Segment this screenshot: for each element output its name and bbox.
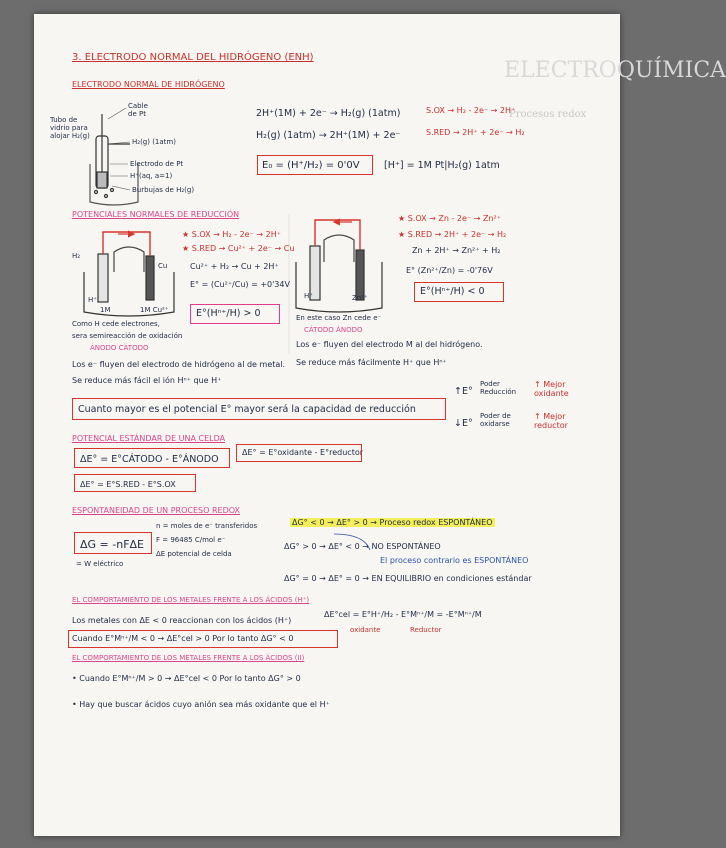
cell-formula-1: ΔE° = E°CÁTODO - E°ÁNODO — [80, 454, 219, 465]
acids-title-2: EL COMPORTAMIENTO DE LOS METALES FRENTE A LOS ÁCIDOS (II) — [72, 654, 305, 662]
gibbs-unit: = W eléctrico — [76, 560, 124, 568]
rule-result: ↑ Mejor oxidante — [534, 380, 569, 398]
subsection-title: ELECTRODO NORMAL DE HIDRÓGENO — [72, 80, 225, 89]
right-cell-line: ★ S.OX → Zn - 2e⁻ → Zn²⁺ — [398, 214, 501, 223]
bullet-left-2: Se reduce más fácil el ión Hⁿ⁺ que H⁺ — [72, 376, 222, 385]
bleed-through-text: ELECTROQUÍMICA — [504, 58, 726, 83]
cell-formula-1-box — [74, 448, 230, 468]
gibbs-definition: n = moles de e⁻ transferidos — [156, 522, 258, 530]
right-cell-box-frame — [414, 282, 504, 302]
label-burbujas: Burbujas de H₂(g) — [132, 186, 195, 194]
enh-conditions: [H⁺] = 1M Pt|H₂(g) 1atm — [384, 160, 500, 171]
left-cell-line: ★ S.OX → H₂ - 2e⁻ → 2H⁺ — [182, 230, 281, 239]
label-h-aq: H⁺(aq, a=1) — [130, 172, 173, 180]
label-tubo: Tubo de vidrio para alojar H₂(g) — [50, 116, 90, 140]
acids-sub: Reductor — [410, 626, 442, 634]
rule-label: Poder Reducción — [480, 380, 517, 396]
label-electrodo: Electrodo de Pt — [130, 160, 184, 168]
section-title: 3. ELECTRODO NORMAL DEL HIDRÓGENO (ENH) — [72, 52, 314, 63]
left-cell-line: Cu²⁺ + H₂ → Cu + 2H⁺ — [190, 262, 279, 271]
left-cell-box-frame — [190, 304, 280, 324]
key-sentence-box — [72, 398, 446, 420]
left-cell-note: sera semireacción de oxidación — [72, 332, 183, 340]
right-cell-line: E° (Zn²⁺/Zn) = -0'76V — [406, 266, 493, 275]
rule-result: ↑ Mejor reductor — [534, 412, 568, 430]
spontaneity-case: ΔG° < 0 → ΔE° > 0 → Proceso redox ESPONTÁNEO — [292, 518, 493, 527]
left-cell-line: ★ S.RED → Cu²⁺ + 2e⁻ → Cu — [182, 244, 295, 253]
acids-line-2-box — [68, 630, 338, 648]
enh-half-red: S.RED → 2H⁺ + 2e⁻ → H₂ — [426, 128, 525, 137]
key-sentence: Cuanto mayor es el potencial E° mayor será la capacidad de reducción — [78, 404, 416, 415]
right-cell-line: Zn + 2H⁺ → Zn²⁺ + H₂ — [412, 246, 501, 255]
bullet-right-2: Se reduce más fácilmente H⁺ que Hⁿ⁺ — [296, 358, 447, 367]
left-cell-note: ÁNODO CÁTODO — [90, 344, 149, 352]
acids2-line-2: • Hay que buscar ácidos cuyo anión sea más oxidante que el H⁺ — [72, 700, 330, 709]
beaker-label: Zn²⁺ — [352, 294, 368, 302]
bullet-left-1: Los e⁻ fluyen del electrodo de hidrógeno al de metal. — [72, 360, 286, 369]
acids-line-1: Los metales con ΔE < 0 reaccionan con los ácidos (H⁺) — [72, 616, 292, 625]
beaker-label: H⁺ — [304, 292, 313, 300]
gibbs-definition: F = 96485 C/mol e⁻ — [156, 536, 226, 544]
acids-title-1: EL COMPORTAMIENTO DE LOS METALES FRENTE A LOS ÁCIDOS (H⁺) — [72, 596, 310, 604]
acids-line-2: Cuando E°Mⁿ⁺/M < 0 → ΔE°cel > 0 Por lo tanto ΔG° < 0 — [72, 634, 294, 643]
spontaneity-case: ΔG° = 0 → ΔE° = 0 → EN EQUILIBRIO en condiciones estándar — [284, 574, 532, 583]
spontaneity-title: ESPONTANEIDAD DE UN PROCESO REDOX — [72, 506, 240, 515]
acids-formula: ΔE°cel = E°H⁺/H₂ - E°Mⁿ⁺/M = -E°Mⁿ⁺/M — [324, 610, 482, 619]
right-cell-note: En este caso Zn cede e⁻ — [296, 314, 382, 322]
cell-formula-2-box — [236, 444, 362, 462]
label-cable: Cable de Pt — [128, 102, 148, 118]
label-h2-input: H₂(g) (1atm) — [132, 138, 176, 146]
cell-left-drawing — [84, 232, 174, 316]
bullet-right-1: Los e⁻ fluyen del electrodo M al del hidrógeno. — [296, 340, 483, 349]
acids-sub: oxidante — [350, 626, 381, 634]
enh-standard-potential: E₀ = (H⁺/H₂) = 0'0V — [262, 160, 360, 171]
spontaneity-case: ΔG° > 0 → ΔE° < 0 → NO ESPONTÁNEO — [284, 542, 441, 551]
gibbs-definition: ΔE potencial de celda — [156, 550, 232, 558]
rule-label: Poder de oxidarse — [480, 412, 511, 428]
left-cell-note: Como H cede electrones, — [72, 320, 160, 328]
beaker-label: Cu — [158, 262, 168, 270]
right-cell-note: CÁTODO ÁNODO — [304, 326, 363, 334]
left-cell-line: E° = (Cu²⁺/Cu) = +0'34V — [190, 280, 290, 289]
spontaneity-case: El proceso contrario es ESPONTÁNEO — [380, 556, 529, 565]
beaker-label: 1M Cu²⁺ — [140, 306, 169, 314]
notebook-page — [34, 14, 726, 836]
beaker-label: 1M — [100, 306, 111, 314]
cell-potential-title: POTENCIAL ESTÁNDAR DE UNA CELDA — [72, 434, 226, 443]
right-cell-box: E°(Hⁿ⁺/H) < 0 — [420, 286, 485, 297]
cell-formula-3: ΔE° = E°S.RED - E°S.OX — [80, 480, 176, 489]
beaker-label: H⁺ — [88, 296, 97, 304]
gibbs-formula: ΔG = -nFΔE — [80, 538, 145, 551]
rule-arrow: ↑E° — [454, 386, 473, 397]
right-cell-line: ★ S.RED → 2H⁺ + 2e⁻ → H₂ — [398, 230, 507, 239]
rule-arrow: ↓E° — [454, 418, 473, 429]
enh-half-ox: S.OX → H₂ - 2e⁻ → 2H⁺ — [426, 106, 516, 115]
cell-formula-2: ΔE° = E°oxidante - E°reductor — [242, 448, 364, 457]
gibbs-formula-box — [74, 532, 152, 554]
enh-reaction-1: 2H⁺(1M) + 2e⁻ → H₂(g) (1atm) — [256, 108, 401, 119]
reduction-title: POTENCIALES NORMALES DE REDUCCIÓN — [72, 210, 240, 219]
enh-reaction-2: H₂(g) (1atm) → 2H⁺(1M) + 2e⁻ — [256, 130, 401, 141]
acids2-line-1: • Cuando E°Mⁿ⁺/M > 0 → ΔE°cel < 0 Por lo tanto ΔG° > 0 — [72, 674, 301, 683]
bleed-through-text: Procesos redox — [509, 109, 587, 120]
enh-potential-box — [257, 155, 373, 175]
cell-formula-3-box — [74, 474, 196, 492]
beaker-label: H₂ — [72, 252, 81, 260]
left-cell-box: E°(Hⁿ⁺/H) > 0 — [196, 308, 261, 319]
